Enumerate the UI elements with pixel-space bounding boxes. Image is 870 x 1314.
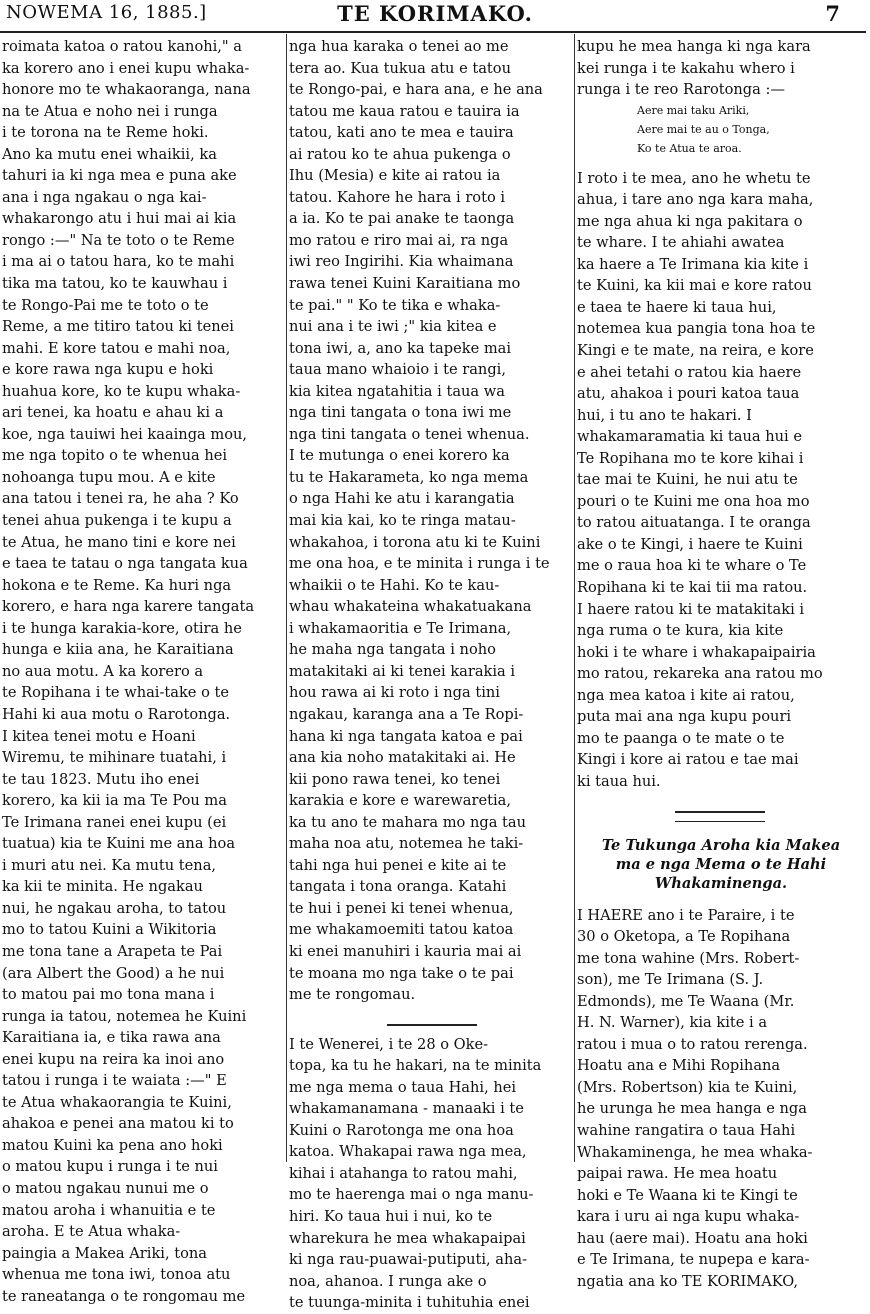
text-line: mo to tatou Kuini a Wikitoria xyxy=(2,921,217,939)
text-line: ahua, i tare ano nga kara maha, xyxy=(577,191,814,209)
text-line: mai kia kai, ko te ringa matau- xyxy=(289,512,516,530)
text-line: ki nga rau-puawai-putiputi, aha- xyxy=(289,1251,528,1269)
text-line: noa, ahanoa. I runga ake o xyxy=(289,1272,487,1290)
text-line: me o raua hoa ki te whare o Te xyxy=(577,557,807,575)
banner-verse xyxy=(577,101,865,158)
text-line: i te hunga karakia-kore, otira he xyxy=(2,619,242,637)
text-line: ka tu ano te mahara mo nga tau xyxy=(289,813,527,831)
text-line: te Ropihana i te whai-take o te xyxy=(2,684,230,702)
text-line: paipai rawa. He mea hoatu xyxy=(577,1165,778,1183)
column-3-body xyxy=(577,168,865,793)
text-line: he urunga he mea hanga e nga xyxy=(577,1100,807,1118)
text-line: Ropihana ki te kai tii ma ratou. xyxy=(577,579,808,597)
text-line: to matou pai mo tona mana i xyxy=(2,986,215,1004)
text-line: matakitaki ai ki tenei karakia i xyxy=(289,662,516,680)
text-line: Kingi e te mate, na reira, e kore xyxy=(577,342,814,360)
text-line: rawa tenei Kuini Karaitiana mo xyxy=(289,275,521,293)
text-line: ai ratou ko te ahua pukenga o xyxy=(289,145,511,163)
text-line: me tona tane a Arapeta te Pai xyxy=(2,942,223,960)
column-2-article-end xyxy=(289,36,572,1006)
text-line: hau (aere mai). Hoatu ana hoki xyxy=(577,1229,808,1247)
text-line: Hahi ki aua motu o Rarotonga. xyxy=(2,705,231,723)
text-line: nga hua karaka o tenei ao me xyxy=(289,38,509,55)
text-line: I roto i te mea, ano he whetu te xyxy=(577,169,811,187)
text-line: he maha nga tangata i noho xyxy=(289,641,496,659)
text-line: I te Wenerei, i te 28 o Oke- xyxy=(289,1035,489,1053)
text-line: wharekura he mea whakapaipai xyxy=(289,1229,526,1247)
text-line: koe, nga tauiwi hei kaainga mou, xyxy=(2,425,248,443)
text-line: ahakoa e penei ana matou ki to xyxy=(2,1115,234,1133)
text-line: nui ana i te iwi ;" kia kitea e xyxy=(289,318,497,336)
text-line: mo te haerenga mai o nga manu- xyxy=(289,1186,534,1204)
text-line: no aua motu. A ka korero a xyxy=(2,662,204,680)
text-line: ari tenei, ka hoatu e ahau ki a xyxy=(2,404,224,422)
text-line: te Rongo-Pai me te toto o te xyxy=(2,296,209,314)
verse-line: Aere mai taku Ariki, xyxy=(637,103,750,117)
text-line: Edmonds), me Te Waana (Mr. xyxy=(577,992,795,1010)
text-line: korero, e hara nga karere tangata xyxy=(2,598,255,616)
text-line: hou rawa ai ki roto i nga tini xyxy=(289,684,500,702)
text-line: tae mai te Kuini, he nui atu te xyxy=(577,471,798,489)
text-line: me whakamoemiti tatou katoa xyxy=(289,921,514,939)
section-heading xyxy=(577,836,865,893)
text-line: aroha. E te Atua whaka- xyxy=(2,1223,181,1241)
text-line: o matou kupu i runga i te nui xyxy=(2,1158,218,1176)
text-line: Karaitiana ia, e tika rawa ana xyxy=(2,1029,221,1047)
text-line: Reme, a me titiro tatou ki tenei xyxy=(2,318,234,336)
text-line: i ma ai o tatou hara, ko te mahi xyxy=(2,253,235,271)
page-header xyxy=(0,0,870,34)
text-line: kia kitea ngatahitia i taua wa xyxy=(289,382,505,400)
text-line: whenua me tona iwi, tonoa atu xyxy=(2,1266,231,1284)
text-line: te Atua whakaorangia te Kuini, xyxy=(2,1093,232,1111)
text-line: tangata i tona oranga. Katahi xyxy=(289,878,507,896)
text-line: tahi nga hui penei e kite ai te xyxy=(289,856,507,874)
text-line: Ano ka mutu enei whaikii, ka xyxy=(2,145,217,163)
column-3-gift-report xyxy=(577,905,865,1293)
text-line: te moana mo nga take o te pai xyxy=(289,964,514,982)
text-line: enei kupu na reira ka inoi ano xyxy=(2,1050,225,1068)
text-line: roimata katoa o ratou kanohi," a xyxy=(2,38,242,55)
text-line: tatou i runga i te waiata :—" E xyxy=(2,1072,227,1090)
text-line: I kitea tenei motu e Hoani xyxy=(2,727,196,745)
text-line: nui, he ngakau aroha, to tatou xyxy=(2,899,227,917)
text-line: hunga e kiia ana, he Karaitiana xyxy=(2,641,234,659)
text-line: whakamaramatia ki taua hui e xyxy=(577,428,802,446)
text-line: hiri. Ko taua hui i nui, ko te xyxy=(289,1207,493,1225)
text-line: matou aroha i whanuitia e te xyxy=(2,1201,216,1219)
text-line: ana i nga ngakau o nga kai- xyxy=(2,188,207,206)
text-line: Whakaminenga, he mea whaka- xyxy=(577,1143,813,1161)
text-line: Wiremu, te mihinare tuatahi, i xyxy=(2,749,227,767)
heading-line: Te Tukunga Aroha kia Makea xyxy=(601,836,841,854)
text-line: (ara Albert the Good) a he nui xyxy=(2,964,225,982)
text-line: tatou me kaua ratou e tauira ia xyxy=(289,102,520,120)
text-line: wahine rangatira o taua Hahi xyxy=(577,1121,796,1139)
text-line: ka haere a Te Irimana kia kite i xyxy=(577,255,809,273)
text-line: ki enei manuhiri i kauria mai ai xyxy=(289,942,522,960)
text-line: ngakau, karanga ana a Te Ropi- xyxy=(289,705,524,723)
text-line: me nga topito o te whenua hei xyxy=(2,447,228,465)
text-line: whaikii o te Hahi. Ko te kau- xyxy=(289,576,500,594)
section-rule xyxy=(675,811,765,813)
heading-line: Whakaminenga. xyxy=(654,874,788,892)
text-line: matou Kuini ka pena ano hoki xyxy=(2,1136,223,1154)
text-line: Kuini o Rarotonga me ona hoa xyxy=(289,1121,514,1139)
text-line: whau whakateina whakatuakana xyxy=(289,598,532,616)
text-line: tenei ahua pukenga i te kupu a xyxy=(2,512,232,530)
text-line: te Kuini, ka kii mai e kore ratou xyxy=(577,277,812,295)
text-line: Kingi i kore ai ratou e tae mai xyxy=(577,751,799,769)
text-line: nga ruma o te kura, kia kite xyxy=(577,622,784,640)
text-line: karakia e kore e warewaretia, xyxy=(289,792,511,810)
text-line: son), me Te Irimana (S. J. xyxy=(577,971,764,989)
text-line: na te Atua e noho nei i runga xyxy=(2,102,218,120)
text-line: 30 o Oketopa, a Te Ropihana xyxy=(577,928,791,946)
column-1 xyxy=(2,36,285,1307)
text-line: a ia. Ko te pai anake te taonga xyxy=(289,210,515,228)
text-line: iwi reo Ingirihi. Kia whaimana xyxy=(289,253,514,271)
text-line: te Atua, he mano tini e kore nei xyxy=(2,533,236,551)
text-line: Te Ropihana mo te kore kihai i xyxy=(577,449,804,467)
text-line: whakahoa, i torona atu ki te Kuini xyxy=(289,533,541,551)
column-divider xyxy=(574,34,575,1162)
column-3-intro xyxy=(577,36,865,101)
text-line: paingia a Makea Ariki, tona xyxy=(2,1244,207,1262)
section-rule-thin xyxy=(675,821,765,822)
heading-line: ma e nga Mema o te Hahi xyxy=(615,855,827,873)
text-line: mahi. E kore tatou e mahi noa, xyxy=(2,339,231,357)
text-line: hui, i tu ano te hakari. I xyxy=(577,406,752,424)
text-line: o nga Hahi ke atu i karangatia xyxy=(289,490,515,508)
text-line: rongo :—" Na te toto o te Reme xyxy=(2,231,235,249)
text-line: tuatua) kia te Kuini me ana hoa xyxy=(2,835,236,853)
text-line: kara i uru ai nga kupu whaka- xyxy=(577,1208,800,1226)
text-line: te tau 1823. Mutu iho enei xyxy=(2,770,200,788)
text-line: o matou ngakau nunui me o xyxy=(2,1179,209,1197)
text-line: te tuunga-minita i tuhituhia enei xyxy=(289,1294,530,1312)
text-line: I HAERE ano i te Paraire, i te xyxy=(577,906,795,924)
text-line: taua mano whaioio i te rangi, xyxy=(289,361,506,379)
text-line: ngatia ana ko TE KORIMAKO, xyxy=(577,1272,799,1290)
text-line: hokona e te Reme. Ka huri nga xyxy=(2,576,232,594)
text-line: me te rongomau. xyxy=(289,986,416,1004)
text-line: tera ao. Kua tukua atu e tatou xyxy=(289,59,511,77)
text-line: nga tini tangata o tenei whenua. xyxy=(289,425,530,443)
text-line: nga tini tangata o tona iwi me xyxy=(289,404,512,422)
text-line: whakarongo atu i hui mai ai kia xyxy=(2,210,237,228)
text-line: huahua kore, ko te kupu whaka- xyxy=(2,382,241,400)
text-line: katoa. Whakapai rawa nga mea, xyxy=(289,1143,527,1161)
text-line: i te torona na te Reme hoki. xyxy=(2,124,209,142)
text-line: hana ki nga tangata katoa e pai xyxy=(289,727,523,745)
newspaper-title: TE KORIMAKO. xyxy=(337,1,533,26)
section-rule xyxy=(387,1024,477,1026)
text-line: mo te paanga o te mate o te xyxy=(577,729,785,747)
text-line: honore mo te whakaoranga, nana xyxy=(2,81,251,99)
text-line: hoki e Te Waana ki te Kingi te xyxy=(577,1186,798,1204)
text-line: ake o te Kingi, i haere te Kuini xyxy=(577,535,803,553)
text-line: te Rongo-pai, e hara ana, e he ana xyxy=(289,81,543,99)
text-line: te whare. I te ahiahi awatea xyxy=(577,234,785,252)
text-line: i muri atu nei. Ka mutu tena, xyxy=(2,856,217,874)
text-line: Te Irimana ranei enei kupu (ei xyxy=(2,813,227,831)
text-line: runga i te reo Rarotonga :— xyxy=(577,81,785,99)
column-divider xyxy=(286,34,287,1162)
text-line: kupu he mea hanga ki nga kara xyxy=(577,38,811,55)
text-line: kei runga i te kakahu whero i xyxy=(577,59,795,77)
column-3 xyxy=(577,36,865,1292)
page-number: 7 xyxy=(825,1,840,26)
text-line: e kore rawa nga kupu e hoki xyxy=(2,361,214,379)
column-1-lines xyxy=(2,36,285,1307)
text-line: runga ia tatou, notemea he Kuini xyxy=(2,1007,247,1025)
text-line: ka kii te minita. He ngakau xyxy=(2,878,203,896)
text-line: (Mrs. Robertson) kia te Kuini, xyxy=(577,1078,798,1096)
text-line: topa, ka tu he hakari, na te minita xyxy=(289,1057,542,1075)
text-line: I haere ratou ki te matakitaki i xyxy=(577,600,805,618)
text-line: mo ratou, rekareka ana ratou mo xyxy=(577,665,823,683)
header-rule xyxy=(0,31,866,33)
text-line: tu te Hakarameta, ko nga mema xyxy=(289,468,529,486)
column-2 xyxy=(289,36,572,1314)
text-line: tona iwi, a, ano ka tapeke mai xyxy=(289,339,512,357)
text-line: te raneatanga o te rongomau me xyxy=(2,1287,246,1305)
verse-line: Ko te Atua te aroa. xyxy=(637,141,742,155)
text-line: ana tatou i tenei ra, he aha ? Ko xyxy=(2,490,239,508)
text-line: ana kia noho matakitaki ai. He xyxy=(289,749,516,767)
text-line: me nga mema o taua Hahi, hei xyxy=(289,1078,517,1096)
text-line: e taea te haere ki taua hui, xyxy=(577,298,777,316)
text-line: puta mai ana nga kupu pouri xyxy=(577,708,792,726)
text-line: mo ratou e riro mai ai, ra nga xyxy=(289,231,509,249)
text-line: me nga ahua ki nga pakitara o xyxy=(577,212,803,230)
text-line: nohoanga tupu mou. A e kite xyxy=(2,468,216,486)
text-line: e Te Irimana, te nupepa e kara- xyxy=(577,1251,810,1269)
text-line: ka korero ano i enei kupu whaka- xyxy=(2,59,250,77)
text-line: notemea kua pangia tona hoa te xyxy=(577,320,816,338)
text-line: maha noa atu, notemea he taki- xyxy=(289,835,524,853)
text-line: ratou i mua o to ratou rerenga. xyxy=(577,1035,808,1053)
text-line: te pai." " Ko te tika e whaka- xyxy=(289,296,501,314)
text-line: whakamanamana - manaaki i te xyxy=(289,1100,524,1118)
text-line: tatou. Kahore he hara i roto i xyxy=(289,188,506,206)
text-line: me ona hoa, e te minita i runga i te xyxy=(289,555,550,573)
text-line: i whakamaoritia e Te Irimana, xyxy=(289,619,512,637)
text-line: ki taua hui. xyxy=(577,772,661,790)
text-line: Ihu (Mesia) e kite ai ratou ia xyxy=(289,167,501,185)
text-line: kii pono rawa tenei, ko tenei xyxy=(289,770,501,788)
text-line: te hui i penei ki tenei whenua, xyxy=(289,899,514,917)
verse-line: Aere mai te au o Tonga, xyxy=(637,122,770,136)
text-line: me tona wahine (Mrs. Robert- xyxy=(577,949,800,967)
text-line: e ahei tetahi o ratou kia haere xyxy=(577,363,802,381)
text-line: e taea te tatau o nga tangata kua xyxy=(2,555,248,573)
text-line: tatou, kati ano te mea e tauira xyxy=(289,124,514,142)
column-2-feast-report xyxy=(289,1034,572,1314)
text-line: pouri o te Kuini me ona hoa mo xyxy=(577,492,810,510)
text-line: tahuri ia ki nga mea e puna ake xyxy=(2,167,237,185)
text-line: I te mutunga o enei korero ka xyxy=(289,447,510,465)
text-line: Hoatu ana e Mihi Ropihana xyxy=(577,1057,781,1075)
text-line: hoki i te whare i whakapaipairia xyxy=(577,643,816,661)
issue-date: NOWEMA 16, 1885.] xyxy=(6,2,207,23)
text-line: to ratou aituatanga. I te oranga xyxy=(577,514,811,532)
text-line: H. N. Warner), kia kite i a xyxy=(577,1014,768,1032)
text-line: nga mea katoa i kite ai ratou, xyxy=(577,686,795,704)
text-line: korero, ka kii ia ma Te Pou ma xyxy=(2,792,227,810)
text-line: atu, ahakoa i pouri katoa taua xyxy=(577,385,800,403)
text-line: tika ma tatou, ko te kauwhau i xyxy=(2,275,228,293)
text-line: kihai i atahanga to ratou mahi, xyxy=(289,1164,518,1182)
